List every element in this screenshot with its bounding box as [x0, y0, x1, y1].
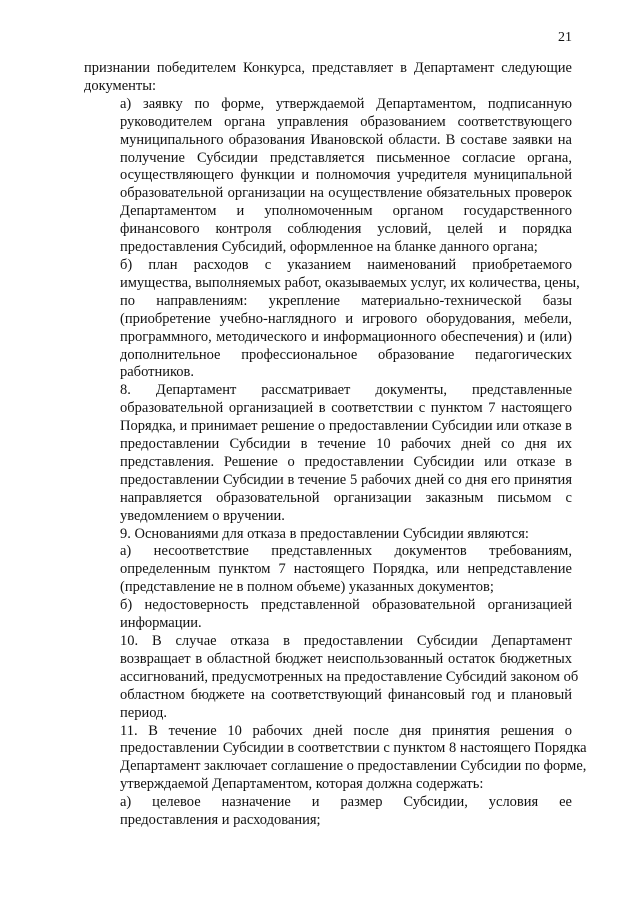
text-line: период.	[120, 704, 168, 721]
text-line: б) недостоверность представленной образовательной организацией	[120, 597, 572, 614]
text-line: (представление не в полном объеме) указанных документов;	[120, 579, 494, 596]
text-line: дополнительное профессиональное образование педагогических	[120, 346, 572, 363]
text-line: 10. В случае отказа в предоставлении Субсидии Департамент	[120, 633, 572, 649]
text-line: а) заявку по форме, утверждаемой Департаментом, подписанную	[120, 95, 572, 112]
text-line: областном бюджете на соответствующий финансовый год и плановый	[120, 686, 572, 703]
text-line: образовательной организации на осуществление обязательных проверок	[120, 185, 572, 202]
paragraph-p8	[84, 722, 587, 795]
paragraph-p7	[84, 633, 579, 723]
text-line: а) несоответствие представленных документов требованиям,	[120, 543, 572, 560]
text-line: осуществляющего функции и полномочия учредителя муниципальной	[120, 167, 572, 184]
text-line: документы:	[84, 77, 157, 94]
paragraph-p3	[84, 382, 572, 525]
text-line: информации.	[120, 615, 202, 632]
paragraph-p0	[84, 60, 572, 96]
paragraph-p6	[84, 597, 572, 633]
text-line: 9. Основаниями для отказа в предоставлении Субсидии являются:	[120, 525, 529, 542]
text-line: представления. Решение о предоставлении Субсидии или отказе в	[120, 453, 572, 470]
paragraph-p5	[84, 543, 572, 597]
text-line: финансового контроля соблюдения условий, целей и порядка	[120, 221, 572, 238]
page-number: 21	[558, 30, 572, 45]
text-line: определенным пунктом 7 настоящего Порядка, или непредставление	[120, 561, 572, 578]
text-line: направляется образовательной организации заказным письмом с	[120, 489, 572, 506]
text-line: предоставлении Субсидии в соответствии с пунктом 8 настоящего Порядка	[120, 740, 587, 757]
paragraph-p9	[84, 794, 572, 830]
text-line: муниципального образования Ивановской области. В составе заявки на	[120, 131, 572, 148]
text-line: руководителем органа управления образованием соответствующего	[120, 113, 572, 130]
document-body	[84, 60, 587, 830]
text-line: Департамент заключает соглашение о предоставлении Субсидии по форме,	[120, 758, 587, 775]
text-line: образовательной организацией в соответствии с пунктом 7 настоящего	[120, 400, 572, 417]
text-line: по направлениям: укрепление материально-технической базы	[120, 292, 572, 309]
text-line: предоставлении Субсидии в течение 5 рабочих дней со дня его принятия	[120, 471, 572, 488]
text-line: 11. В течение 10 рабочих дней после дня принятия решения о	[120, 722, 572, 739]
text-line: 8. Департамент рассматривает документы, представленные	[120, 382, 572, 399]
text-line: а) целевое назначение и размер Субсидии, условия ее	[120, 794, 572, 811]
text-line: ассигнований, предусмотренных на предоставление Субсидий законом об	[120, 668, 579, 685]
text-line: Департаментом и уполномоченным органом государственного	[120, 203, 572, 220]
text-line: признании победителем Конкурса, представляет в Департамент следующие	[84, 60, 572, 76]
text-line: получение Субсидии представляется письменное согласие органа,	[120, 149, 572, 166]
text-line: имущества, выполняемых работ, оказываемых услуг, их количества, цены,	[120, 274, 580, 291]
text-line: предоставления и расходования;	[120, 812, 321, 829]
text-line: утверждаемой Департаментом, которая должна содержать:	[120, 776, 484, 793]
text-line: возвращает в областной бюджет неиспользованный остаток бюджетных	[120, 650, 572, 667]
text-line: уведомлением о вручении.	[120, 507, 285, 524]
text-line: программного, методического и информационного обеспечения) и (или)	[120, 328, 572, 345]
text-line: б) план расходов с указанием наименований приобретаемого	[120, 256, 572, 273]
text-line: работников.	[120, 364, 195, 381]
text-line: предоставления Субсидий, оформленное на бланке данного органа;	[120, 239, 538, 256]
text-line: (приобретение учебно-наглядного и игрового оборудования, мебели,	[120, 310, 572, 327]
text-line: Порядка, и принимает решение о предоставлении Субсидии или отказе в	[120, 418, 572, 435]
paragraph-p4	[84, 526, 572, 544]
paragraph-p1	[84, 96, 572, 257]
text-line: предоставлении Субсидии в течение 10 рабочих дней со дня их	[120, 436, 572, 453]
paragraph-p2	[84, 256, 580, 382]
